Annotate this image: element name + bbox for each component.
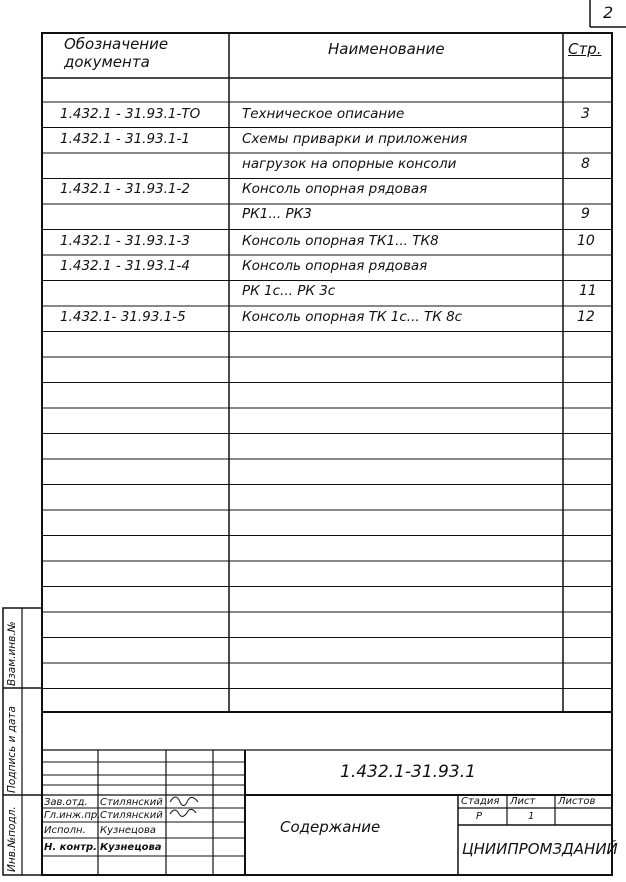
row-8-page: 11 — [579, 283, 597, 299]
sheets-label: Листов — [558, 796, 596, 807]
name-4: Кузнецова — [100, 842, 162, 853]
row-3-page: 8 — [581, 156, 590, 172]
row-9-designation: 1.432.1- 31.93.1-5 — [60, 309, 186, 325]
row-2-name: Схемы приварки и приложения — [242, 131, 468, 147]
row-6-name: Консоль опорная ТК1... ТК8 — [242, 233, 439, 249]
row-1-name: Техническое описание — [242, 106, 405, 122]
sheet-number: 2 — [603, 3, 614, 22]
row-6-page: 10 — [577, 233, 595, 249]
row-4-designation: 1.432.1 - 31.93.1-2 — [60, 181, 190, 197]
name-3: Кузнецова — [100, 825, 156, 836]
row-8-name: РК 1с... РК 3с — [242, 283, 336, 299]
header-designation-line2: документа — [64, 53, 150, 71]
row-7-designation: 1.432.1 - 31.93.1-4 — [60, 258, 190, 274]
sheet-label: Лист — [510, 796, 536, 807]
row-1-designation: 1.432.1 - 31.93.1-ТО — [60, 106, 201, 122]
header-name: Наименование — [328, 40, 445, 58]
role-4: Н. контр. — [44, 842, 97, 853]
row-6-designation: 1.432.1 - 31.93.1-3 — [60, 233, 190, 249]
role-2: Гл.инж.пр. — [44, 810, 101, 821]
header-designation-line1: Обозначение — [64, 35, 169, 53]
sheet-value: 1 — [528, 811, 535, 822]
row-7-name: Консоль опорная рядовая — [242, 258, 428, 274]
row-3-name: нагрузок на опорные консоли — [242, 156, 457, 172]
row-5-name: РК1... РК3 — [242, 206, 312, 222]
side-label-inv-original: Инв.№подл. — [6, 806, 18, 872]
sheet-title: Содержание — [280, 818, 381, 836]
row-1-page: 3 — [581, 106, 590, 122]
name-1: Стилянский — [100, 797, 163, 808]
name-2: Стилянский — [100, 810, 163, 821]
row-9-page: 12 — [577, 309, 595, 325]
organization: ЦНИИПРОМЗДАНИЙ — [462, 840, 618, 858]
row-4-name: Консоль опорная рядовая — [242, 181, 428, 197]
role-3: Исполн. — [44, 825, 86, 836]
side-label-signature-date: Подпись и дата — [6, 706, 18, 793]
header-page: Стр. — [568, 40, 602, 58]
role-1: Зав.отд. — [44, 797, 88, 808]
stage-label: Стадия — [461, 796, 500, 807]
row-9-name: Консоль опорная ТК 1с... ТК 8с — [242, 309, 463, 325]
doc-code: 1.432.1-31.93.1 — [340, 762, 476, 782]
row-2-designation: 1.432.1 - 31.93.1-1 — [60, 131, 190, 147]
stage-value: Р — [476, 811, 483, 822]
side-label-replace-inv: Взам.инв.№ — [6, 621, 18, 686]
row-5-page: 9 — [581, 206, 590, 222]
